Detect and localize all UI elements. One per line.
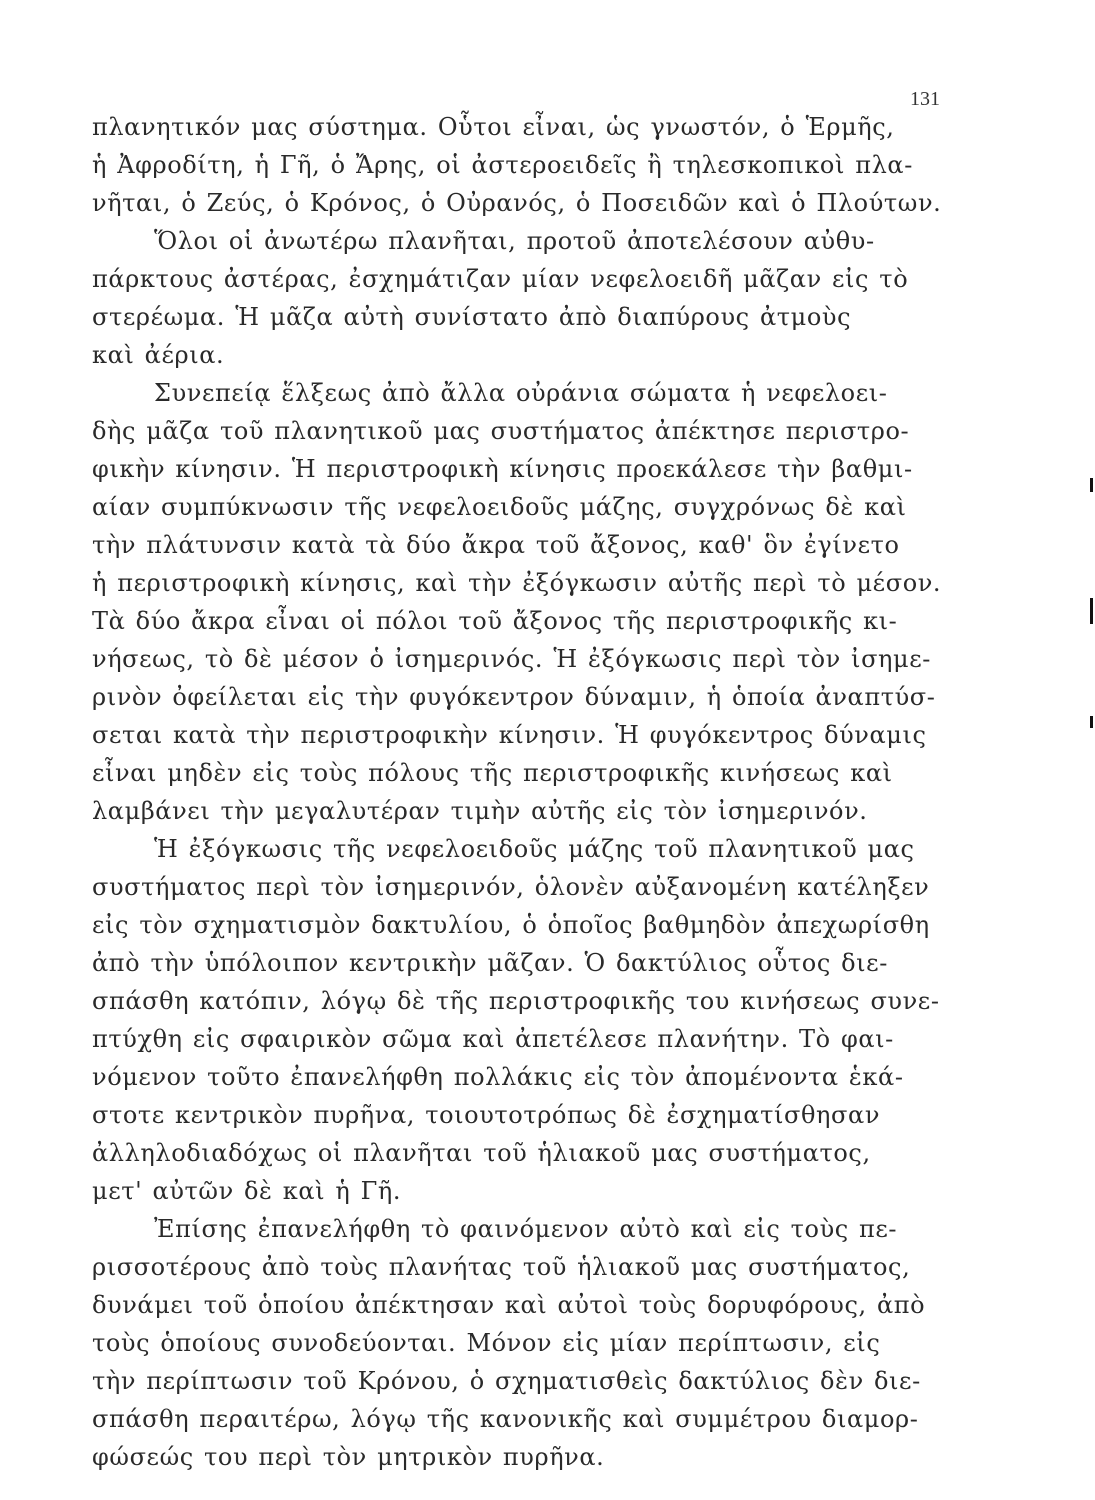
text-line: Τὰ δύο ἄκρα εἶναι οἱ πόλοι τοῦ ἄξονος τῆς περιστροφικῆς κι- [92, 607, 898, 635]
text-line: ἡ περιστροφικὴ κίνησις, καὶ τὴν ἐξόγκωσιν αὐτῆς περὶ τὸ μέσον. [92, 569, 942, 597]
text-line: Ὅλοι οἱ ἀνωτέρω πλανῆται, προτοῦ ἀποτελέσουν αὐθυ- [154, 227, 875, 255]
text-line: πλανητικόν μας σύστημα. Οὗτοι εἶναι, ὡς γνωστόν, ὁ Ἑρμῆς, [92, 113, 895, 141]
text-line: πάρκτους ἀστέρας, ἐσχημάτιζαν μίαν νεφελοειδῆ μᾶζαν εἰς τὸ [92, 265, 909, 293]
text-line: ἀλληλοδιαδόχως οἱ πλανῆται τοῦ ἡλιακοῦ μας συστήματος, [92, 1139, 871, 1167]
page-number: 131 [910, 88, 940, 110]
text-line: Ἡ ἐξόγκωσις τῆς νεφελοειδοῦς μάζης τοῦ πλανητικοῦ μας [154, 835, 915, 863]
text-line: σεται κατὰ τὴν περιστροφικὴν κίνησιν. Ἡ φυγόκεντρος δύναμις [92, 721, 927, 749]
text-line: μετ' αὐτῶν δὲ καὶ ἡ Γῆ. [92, 1177, 402, 1205]
text-line: δυνάμει τοῦ ὁποίου ἀπέκτησαν καὶ αὐτοὶ τοὺς δορυφόρους, ἀπὸ [92, 1291, 926, 1319]
text-line: ρισσοτέρους ἀπὸ τοὺς πλανήτας τοῦ ἡλιακοῦ μας συστήματος, [92, 1253, 911, 1281]
text-line: ἡ Ἀφροδίτη, ἡ Γῆ, ὁ Ἄρης, οἱ ἀστεροειδεῖς ἢ τηλεσκοπικοὶ πλα- [92, 151, 913, 179]
scan-edge-mark [1090, 716, 1093, 728]
text-line: στοτε κεντρικὸν πυρῆνα, τοιουτοτρόπως δὲ ἐσχηματίσθησαν [92, 1101, 881, 1129]
text-line: αίαν συμπύκνωσιν τῆς νεφελοειδοῦς μάζης, συγχρόνως δὲ καὶ [92, 493, 907, 521]
text-line: νήσεως, τὸ δὲ μέσον ὁ ἰσημερινός. Ἡ ἐξόγκωσις περὶ τὸν ἰσημε- [92, 645, 931, 673]
scan-edge-mark [1090, 478, 1093, 492]
text-line: φικὴν κίνησιν. Ἡ περιστροφικὴ κίνησις προεκάλεσε τὴν βαθμι- [92, 455, 913, 483]
text-line: Συνεπείᾳ ἕλξεως ἀπὸ ἄλλα οὐράνια σώματα ἡ νεφελοει- [154, 379, 888, 407]
body-text [92, 108, 952, 1476]
scan-edge-mark [1090, 598, 1093, 624]
text-line: δὴς μᾶζα τοῦ πλανητικοῦ μας συστήματος ἀπέκτησε περιστρο- [92, 417, 910, 445]
text-line: καὶ ἀέρια. [92, 341, 225, 369]
text-line: λαμβάνει τὴν μεγαλυτέραν τιμὴν αὐτῆς εἰς τὸν ἰσημερινόν. [92, 797, 868, 825]
text-line: σπάσθη περαιτέρω, λόγῳ τῆς κανονικῆς καὶ συμμέτρου διαμορ- [92, 1405, 919, 1433]
text-line: Ἐπίσης ἐπανελήφθη τὸ φαινόμενον αὐτὸ καὶ εἰς τοὺς πε- [154, 1215, 898, 1243]
text-line: ρινὸν ὀφείλεται εἰς τὴν φυγόκεντρον δύναμιν, ἡ ὁποία ἀναπτύσ- [92, 683, 936, 711]
text-line: τὴν πλάτυνσιν κατὰ τὰ δύο ἄκρα τοῦ ἄξονος, καθ' ὃν ἐγίνετο [92, 531, 900, 559]
text-line: πτύχθη εἰς σφαιρικὸν σῶμα καὶ ἀπετέλεσε πλανήτην. Τὸ φαι- [92, 1025, 894, 1053]
text-line: νῆται, ὁ Ζεύς, ὁ Κρόνος, ὁ Οὐρανός, ὁ Ποσειδῶν καὶ ὁ Πλούτων. [92, 189, 942, 217]
text-line: εἶναι μηδὲν εἰς τοὺς πόλους τῆς περιστροφικῆς κινήσεως καὶ [92, 759, 893, 787]
text-line: φώσεώς του περὶ τὸν μητρικὸν πυρῆνα. [92, 1443, 605, 1471]
text-line: εἰς τὸν σχηματισμὸν δακτυλίου, ὁ ὁποῖος βαθμηδὸν ἀπεχωρίσθη [92, 911, 930, 939]
text-line: σπάσθη κατόπιν, λόγῳ δὲ τῆς περιστροφικῆς του κινήσεως συνε- [92, 987, 940, 1015]
text-line: τοὺς ὁποίους συνοδεύονται. Μόνον εἰς μίαν περίπτωσιν, εἰς [92, 1329, 881, 1357]
text-line: τὴν περίπτωσιν τοῦ Κρόνου, ὁ σχηματισθεὶς δακτύλιος δὲν διε- [92, 1367, 921, 1395]
text-line: νόμενον τοῦτο ἐπανελήφθη πολλάκις εἰς τὸν ἀπομένοντα ἑκά- [92, 1063, 904, 1091]
text-line: ἀπὸ τὴν ὑπόλοιπον κεντρικὴν μᾶζαν. Ὁ δακτύλιος οὗτος διε- [92, 949, 888, 977]
text-line: συστήματος περὶ τὸν ἰσημερινόν, ὁλονὲν αὐξανομένη κατέληξεν [92, 873, 930, 901]
text-line: στερέωμα. Ἡ μᾶζα αὐτὴ συνίστατο ἀπὸ διαπύρους ἀτμοὺς [92, 303, 852, 331]
